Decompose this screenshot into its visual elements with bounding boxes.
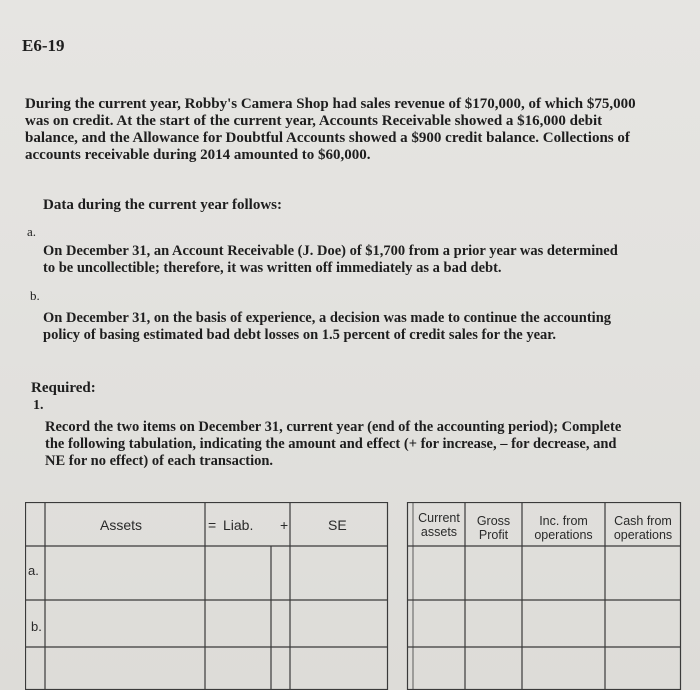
tabulation-table <box>25 502 687 690</box>
item-b-letter: b. <box>30 288 40 303</box>
row-label-b: b. <box>31 619 42 634</box>
required-line: Record the two items on December 31, current year (end of the accounting period); Complete <box>45 419 622 435</box>
exercise-title: E6-19 <box>22 36 65 55</box>
row-label-a: a. <box>28 563 39 578</box>
header-assets: Assets <box>100 517 143 533</box>
header-gross-profit: Gross Profit <box>476 514 511 542</box>
header-liab: Liab. <box>223 517 254 533</box>
paragraph-line: was on credit. At the start of the current year, Accounts Receivable showed a $16,000 debit <box>25 113 603 129</box>
required-line: NE for no effect) of each transaction. <box>45 453 274 469</box>
item-a-text <box>43 243 618 277</box>
header-equals: = <box>208 517 217 533</box>
header-plus: + <box>280 517 289 533</box>
required-line: the following tabulation, indicating the amount and effect (+ for increase, – for decrease, and <box>45 436 617 452</box>
item-b-text <box>43 310 611 344</box>
paragraph-line: balance, and the Allowance for Doubtful Accounts showed a $900 credit balance. Collections of <box>25 130 630 146</box>
required-label: Required: <box>31 380 96 396</box>
required-number: 1. <box>33 398 44 413</box>
header-se: SE <box>328 517 347 533</box>
header-cash-from-operations: Cash from operations <box>613 514 673 542</box>
header-inc-from-operations: Inc. from operations <box>534 514 593 542</box>
paragraph-line: During the current year, Robby's Camera Shop had sales revenue of $170,000, of which $75,000 <box>25 96 636 112</box>
item-line: to be uncollectible; therefore, it was written off immediately as a bad debt. <box>43 260 502 276</box>
item-line: policy of basing estimated bad debt losses on 1.5 percent of credit sales for the year. <box>43 327 556 343</box>
problem-paragraph <box>25 96 675 164</box>
paragraph-line: accounts receivable during 2014 amounted to $60,000. <box>25 147 371 163</box>
item-line: On December 31, on the basis of experience, a decision was made to continue the accounting <box>43 310 612 326</box>
data-intro: Data during the current year follows: <box>43 197 283 213</box>
required-text <box>45 419 621 470</box>
header-current-assets: Current assets <box>418 511 460 539</box>
item-line: On December 31, an Account Receivable (J. Doe) of $1,700 from a prior year was determined <box>43 243 618 259</box>
item-a-letter: a. <box>27 224 37 239</box>
